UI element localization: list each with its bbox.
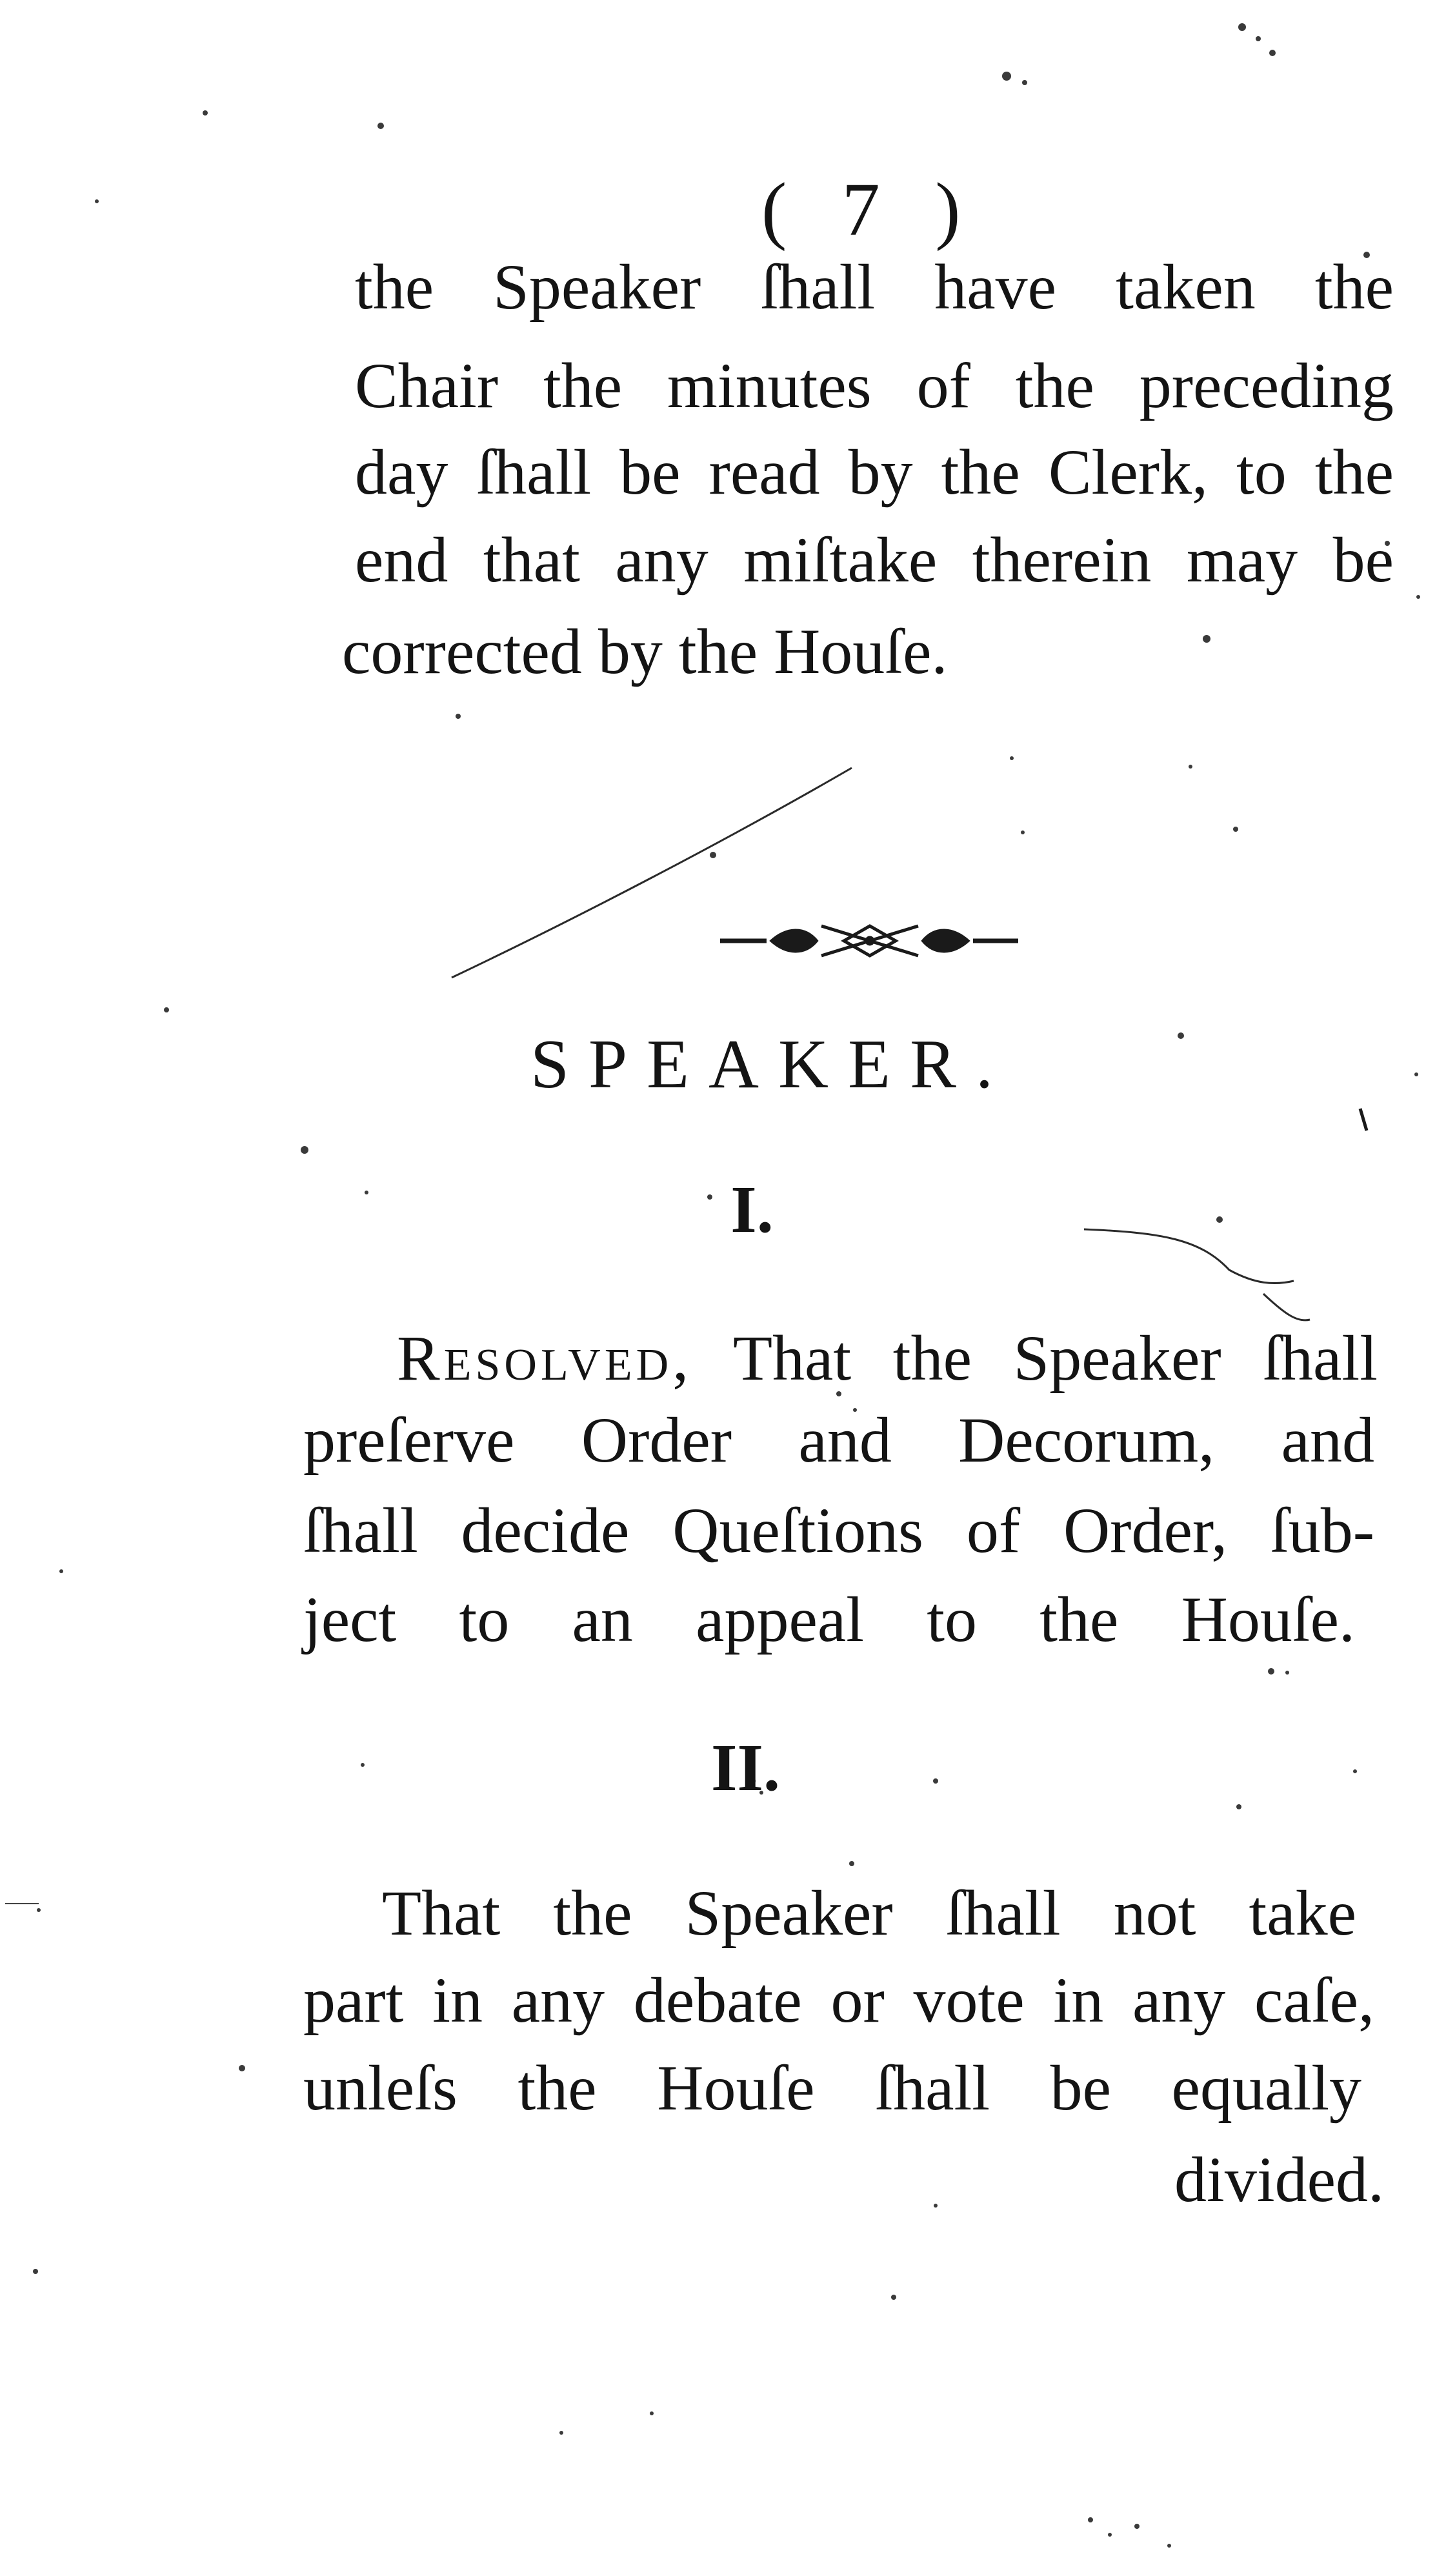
- rule-2-line-3: unleſs the Houſe ſhall be equally: [303, 2052, 1361, 2124]
- rule-numeral-2: II.: [711, 1731, 780, 1805]
- ornament-divider: [715, 913, 1025, 969]
- opening-line-3: day ſhall be read by the Clerk, to the: [355, 436, 1394, 508]
- rule-2-line-1: That the Speaker ſhall not take: [382, 1877, 1356, 1949]
- rule-1-line-2: preſerve Order and Decorum, and: [303, 1404, 1374, 1476]
- rule-2-line-2: part in any debate or vote in any caſe,: [303, 1964, 1374, 2036]
- rule-1-line-3: ſhall decide Queſtions of Order, ſub-: [303, 1494, 1374, 1566]
- section-heading: SPEAKER.: [530, 1026, 1013, 1103]
- opening-line-1: the Speaker ſhall have taken the: [355, 251, 1394, 323]
- rule-2-line-4: divided.: [1174, 2144, 1384, 2215]
- page-number: ( 7 ): [761, 167, 979, 252]
- rule-1-line-1-text: That the Speaker ſhall: [732, 1322, 1378, 1394]
- opening-line-4: end that any miſtake therein may be: [355, 524, 1394, 596]
- opening-line-2: Chair the minutes of the preceding: [355, 350, 1394, 421]
- rule-1-line-1: [397, 1320, 1378, 1397]
- opening-line-5: corrected by the Houſe.: [342, 616, 948, 687]
- rule-numeral-1: I.: [730, 1172, 774, 1247]
- rule-1-line-4: ject to an appeal to the Houſe.: [303, 1584, 1355, 1655]
- rule-1-lead-word: Resolved,: [397, 1322, 693, 1394]
